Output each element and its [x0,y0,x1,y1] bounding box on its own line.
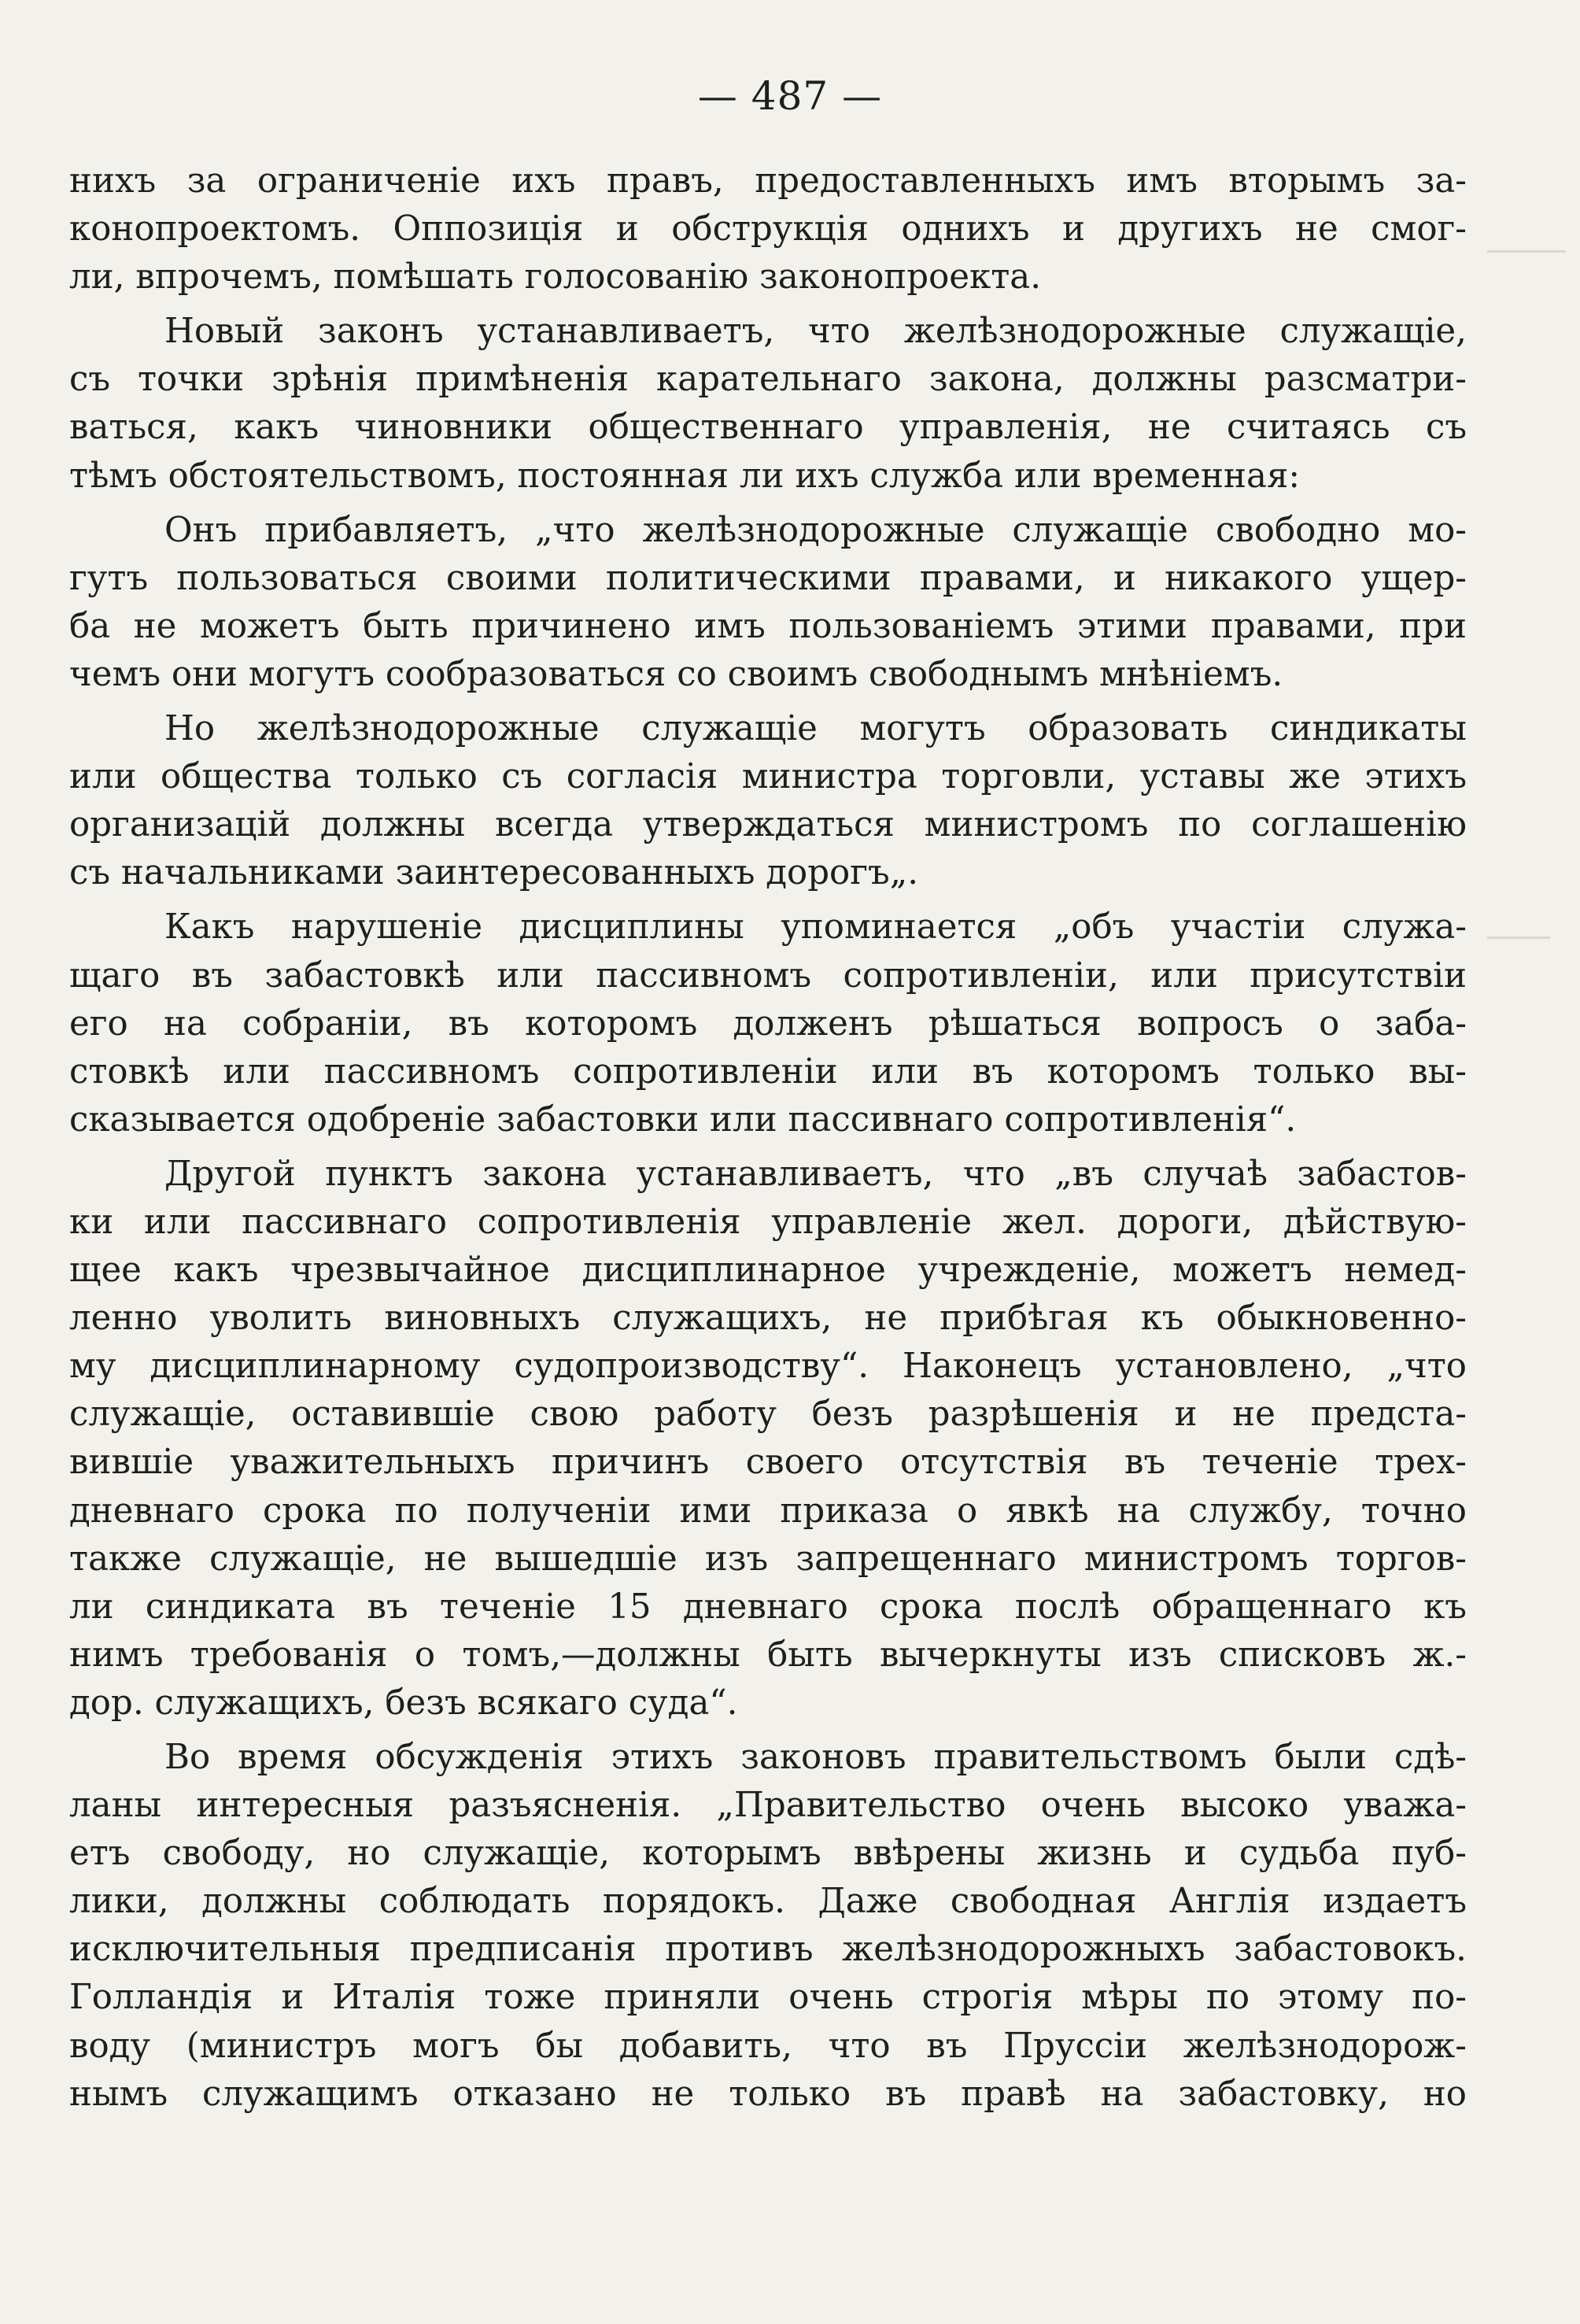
text-line: дневнаго срока по полученіи ими приказа о явкѣ на службу, точно [69,1491,1467,1531]
body-text [69,157,1467,2119]
text-line: нихъ за ограниченіе ихъ правъ, предоставленныхъ имъ вторымъ за- [69,161,1467,201]
text-line: чемъ они могутъ сообразоваться со своимъ свободнымъ мнѣніемъ. [69,654,1283,694]
text-line: етъ свободу, но служащіе, которымъ ввѣрены жизнь и судьба пуб- [69,1834,1467,1874]
paragraph-gap [69,699,1467,705]
margin-mark [1487,250,1566,253]
text-line: исключительныя предписанія противъ желѣзнодорожныхъ забастовокъ. [69,1930,1467,1970]
text-line: ба не можетъ быть причинено имъ пользованіемъ этими правами, при [69,606,1467,646]
paragraph-gap [69,897,1467,903]
paragraph-gap [69,1727,1467,1734]
text-line: му дисциплинарному судопроизводству“. Наконецъ установлено, „что [69,1347,1467,1387]
text-line: ланы интересныя разъясненія. „Правительство очень высоко уважа- [69,1786,1467,1826]
text-line: вившіе уважительныхъ причинъ своего отсутствія въ теченіе трех- [69,1443,1467,1483]
margin-mark [1487,937,1550,939]
text-line: гутъ пользоваться своими политическими правами, и никакого ущер- [69,558,1467,598]
paragraph-gap [69,301,1467,308]
text-line: ленно уволить виновныхъ служащихъ, не прибѣгая къ обыкновенно- [69,1299,1467,1339]
text-line: сказывается одобреніе забастовки или пассивнаго сопротивленія“. [69,1099,1297,1140]
text-line: ки или пассивнаго сопротивленія управленіе жел. дороги, дѣйствую- [69,1202,1467,1242]
text-line: Во время обсужденія этихъ законовъ правительствомъ были сдѣ- [164,1738,1467,1777]
text-line: тѣмъ обстоятельствомъ, постоянная ли ихъ служба или временная: [69,456,1301,496]
text-line: Но желѣзнодорожные служащіе могутъ образовать синдикаты [164,709,1467,749]
text-line: щаго въ забастовкѣ или пассивномъ сопротивленіи, или присутствіи [69,955,1467,996]
text-line: его на собраніи, въ которомъ долженъ рѣшаться вопросъ о заба- [69,1003,1467,1044]
text-line: лики, должны соблюдать порядокъ. Даже свободная Англія издаетъ [69,1882,1467,1922]
text-line: Онъ прибавляетъ, „что желѣзнодорожные служащіе свободно мо- [164,510,1467,550]
text-line: организацій должны всегда утверждаться министромъ по соглашенію [69,805,1467,845]
paragraph [69,308,1467,500]
text-line: стовкѣ или пассивномъ сопротивленіи или въ которомъ только вы- [69,1051,1467,1092]
text-line: нимъ требованія о томъ,—должны быть вычеркнуты изъ списковъ ж.- [69,1635,1467,1675]
paragraph-gap [69,1144,1467,1151]
text-line: съ начальниками заинтересованныхъ дорогъ„. [69,853,919,893]
text-line: ли, впрочемъ, помѣшать голосованію законопроекта. [69,257,1042,297]
text-line: Новый законъ устанавливаетъ, что желѣзнодорожные служащіе, [164,312,1467,352]
paragraph [69,705,1467,897]
paragraph [69,903,1467,1144]
paragraph-gap [69,501,1467,507]
text-line: Другой пунктъ закона устанавливаетъ, что „въ случаѣ забастов- [164,1154,1467,1194]
paragraph [69,157,1467,301]
text-line: служащіе, оставившіе свою работу безъ разрѣшенія и не предста- [69,1395,1467,1435]
paragraph [69,1151,1467,1727]
paragraph [69,507,1467,699]
paragraph [69,1734,1467,2119]
text-line: ли синдиката въ теченіе 15 дневнаго срока послѣ обращеннаго къ [69,1587,1467,1627]
text-line: съ точки зрѣнія примѣненія карательнаго закона, должны разсматри- [69,360,1467,400]
text-line: дор. служащихъ, безъ всякаго суда“. [69,1683,738,1723]
text-line: воду (министръ могъ бы добавить, что въ Пруссіи желѣзнодорож- [69,2026,1467,2066]
text-line: ваться, какъ чиновники общественнаго управленія, не считаясь съ [69,408,1467,448]
text-line: Какъ нарушеніе дисциплины упоминается „объ участіи служа- [164,907,1467,948]
text-line: или общества только съ согласія министра торговли, уставы же этихъ [69,757,1467,797]
text-line: также служащіе, не вышедшіе изъ запрещеннаго министромъ торгов- [69,1539,1467,1579]
text-line: нымъ служащимъ отказано не только въ правѣ на забастовку, но [69,2074,1467,2114]
page-number: — 487 — [697,73,883,119]
text-line: конопроектомъ. Оппозиція и обструкція однихъ и другихъ не смог- [69,209,1467,249]
text-line: Голландія и Италія тоже приняли очень строгія мѣры по этому по- [69,1978,1467,2018]
text-line: щее какъ чрезвычайное дисциплинарное учрежденіе, можетъ немед- [69,1251,1467,1291]
